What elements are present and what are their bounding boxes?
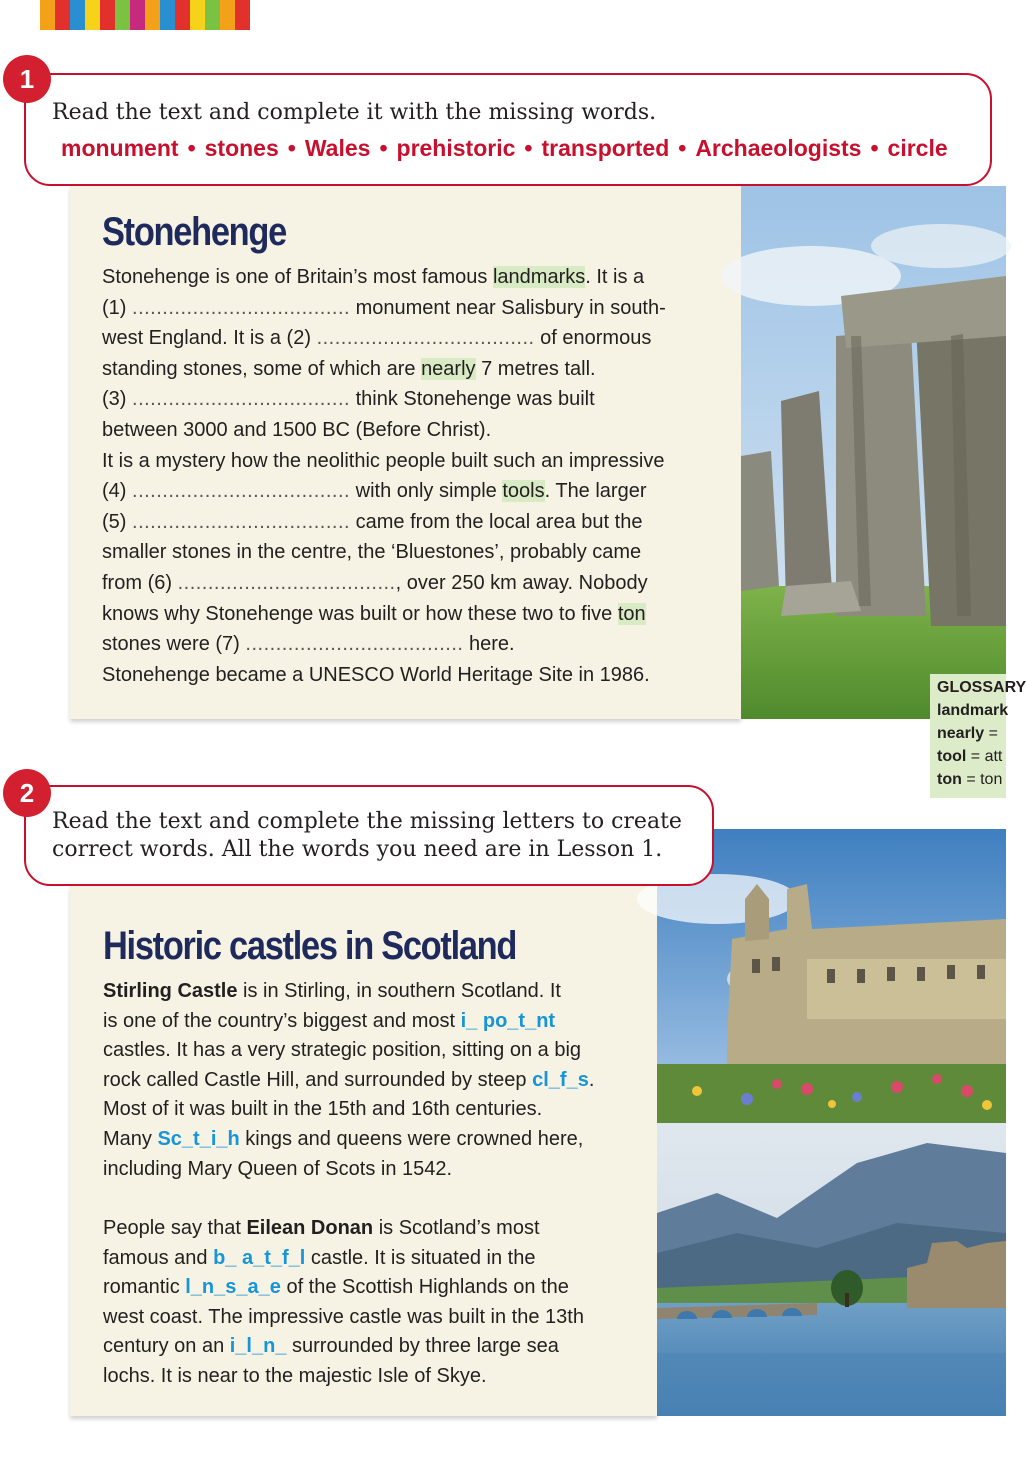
gap-word-important[interactable]: i_ po_t_nt [460, 1009, 556, 1032]
exercise-1-instruction-box [24, 73, 992, 186]
gap-5[interactable]: .................................... [132, 510, 351, 533]
stonehenge-panel [70, 186, 741, 719]
gap-number-5: (5) [102, 510, 127, 533]
stonehenge-text: Stonehenge is one of Britain’s most famous landmarks. It is a (1) .................................... monument near Salisbury in south- west England. It is a (2) .................................... of enormous standing stones, some of which are nearly 7 metres tall. (3) .................................... think Stonehenge was built between 3000 and 1500 BC (Before Christ). It is a mystery how the neolithic people built such an impressive (4) .................................... with only simple tools. The larger (5) .................................... came from the local area but the smaller stones in the centre, the ‘Bluestones’, probably came from (6) ...................................., over 250 km away. Nobody knows why Stonehenge was built or how these two to five ton stones were (7) .................................... here. Stonehenge became a UNESCO World Heritage Site in 1986. [102, 266, 666, 686]
gap-word-landscape[interactable]: l_n_s_a_e [185, 1276, 281, 1299]
gap-word-scottish[interactable]: Sc_t_i_h [157, 1127, 240, 1150]
gap-word-island[interactable]: i_l_n_ [229, 1335, 287, 1358]
glossary-row: tool = att [937, 748, 1003, 765]
glossary-row: landmark [937, 702, 1009, 719]
stonehenge-title: Stonehenge [102, 210, 286, 254]
castle-name-eilean-donan: Eilean Donan [246, 1217, 374, 1239]
gap-7[interactable]: .................................... [245, 633, 464, 656]
glossary-box [930, 674, 1026, 798]
gap-number-3: (3) [102, 388, 127, 411]
glossary-word-ton: ton [617, 602, 646, 625]
gap-4[interactable]: .................................... [132, 480, 351, 503]
exercise-2-number: 2 [19, 777, 35, 808]
exercise-2-instruction-box [24, 785, 714, 886]
word-bank-item: stones [204, 135, 279, 161]
gap-word-beautiful[interactable]: b_ a_t_f_l [213, 1246, 306, 1269]
castles-paragraph-1: Stirling Castle is in Stirling, in southern Scotland. It is one of the country’s biggest and most i_ po_t_nt castles. It has a very strategic position, sitting on a big rock called Castle Hill, and surrounded by steep cl_f_s. Most of it was built in the 15th and 16th centuries. Many Sc_t_i_h kings and queens were crowned here, including Mary Queen of Scots in 1542. [103, 980, 595, 1180]
glossary-word-nearly: nearly [421, 357, 476, 380]
glossary-word-landmarks: landmarks [492, 266, 586, 288]
castles-title: Historic castles in Scotland [103, 924, 517, 968]
gap-1[interactable]: .................................... [132, 296, 351, 319]
decorative-circle [40, 0, 250, 30]
glossary-row: nearly = [937, 725, 998, 742]
gap-word-cliffs[interactable]: cl_f_s [532, 1068, 589, 1091]
gap-2[interactable]: .................................... [316, 327, 535, 350]
word-bank-item: circle [887, 135, 948, 161]
exercise-1-number: 1 [19, 63, 35, 94]
glossary-title: GLOSSARY [937, 679, 1026, 696]
gap-number-7: (7) [215, 633, 240, 656]
gap-number-4: (4) [102, 480, 127, 503]
castles-panel [70, 886, 657, 1416]
word-bank-item: monument [61, 135, 179, 161]
glossary-row: ton = ton [937, 771, 1003, 788]
gap-6[interactable]: .................................... [177, 571, 396, 594]
word-bank-item: prehistoric [396, 135, 516, 161]
gap-number-2: (2) [286, 327, 311, 350]
glossary-word-tools: tools [502, 480, 545, 503]
exercise-1-badge [3, 55, 51, 103]
exercise-2-instruction-line2: correct words. All the words you need are in Lesson 1. [52, 837, 663, 862]
castle-name-stirling: Stirling Castle [103, 980, 238, 1002]
word-bank-item: transported [541, 135, 670, 161]
exercise-1-instruction: Read the text and complete it with the missing words. [52, 100, 657, 125]
word-bank-item: Wales [304, 135, 371, 161]
gap-number-1: (1) [102, 296, 127, 319]
castles-paragraph-2: People say that Eilean Donan is Scotland’s most famous and b_ a_t_f_l castle. It is situated in the romantic l_n_s_a_e of the Scottish Highlands on the west coast. The impressive castle was built in the 13th century on an i_l_n_ surrounded by three large sea lochs. It is near to the majestic Isle of Skye. [103, 1217, 584, 1387]
word-bank-item: Archaeologists [695, 135, 862, 161]
exercise-2-instruction-line1: Read the text and complete the missing letters to create [52, 809, 682, 834]
gap-number-6: (6) [147, 571, 173, 594]
stonehenge-photo [741, 186, 1026, 719]
gap-3[interactable]: .................................... [132, 388, 351, 411]
word-bank: monument • stones • Wales • prehistoric • transported • Archaeologists • circle [61, 135, 948, 161]
eilean-donan-photo [657, 1123, 1006, 1416]
exercise-2-badge [3, 769, 51, 817]
